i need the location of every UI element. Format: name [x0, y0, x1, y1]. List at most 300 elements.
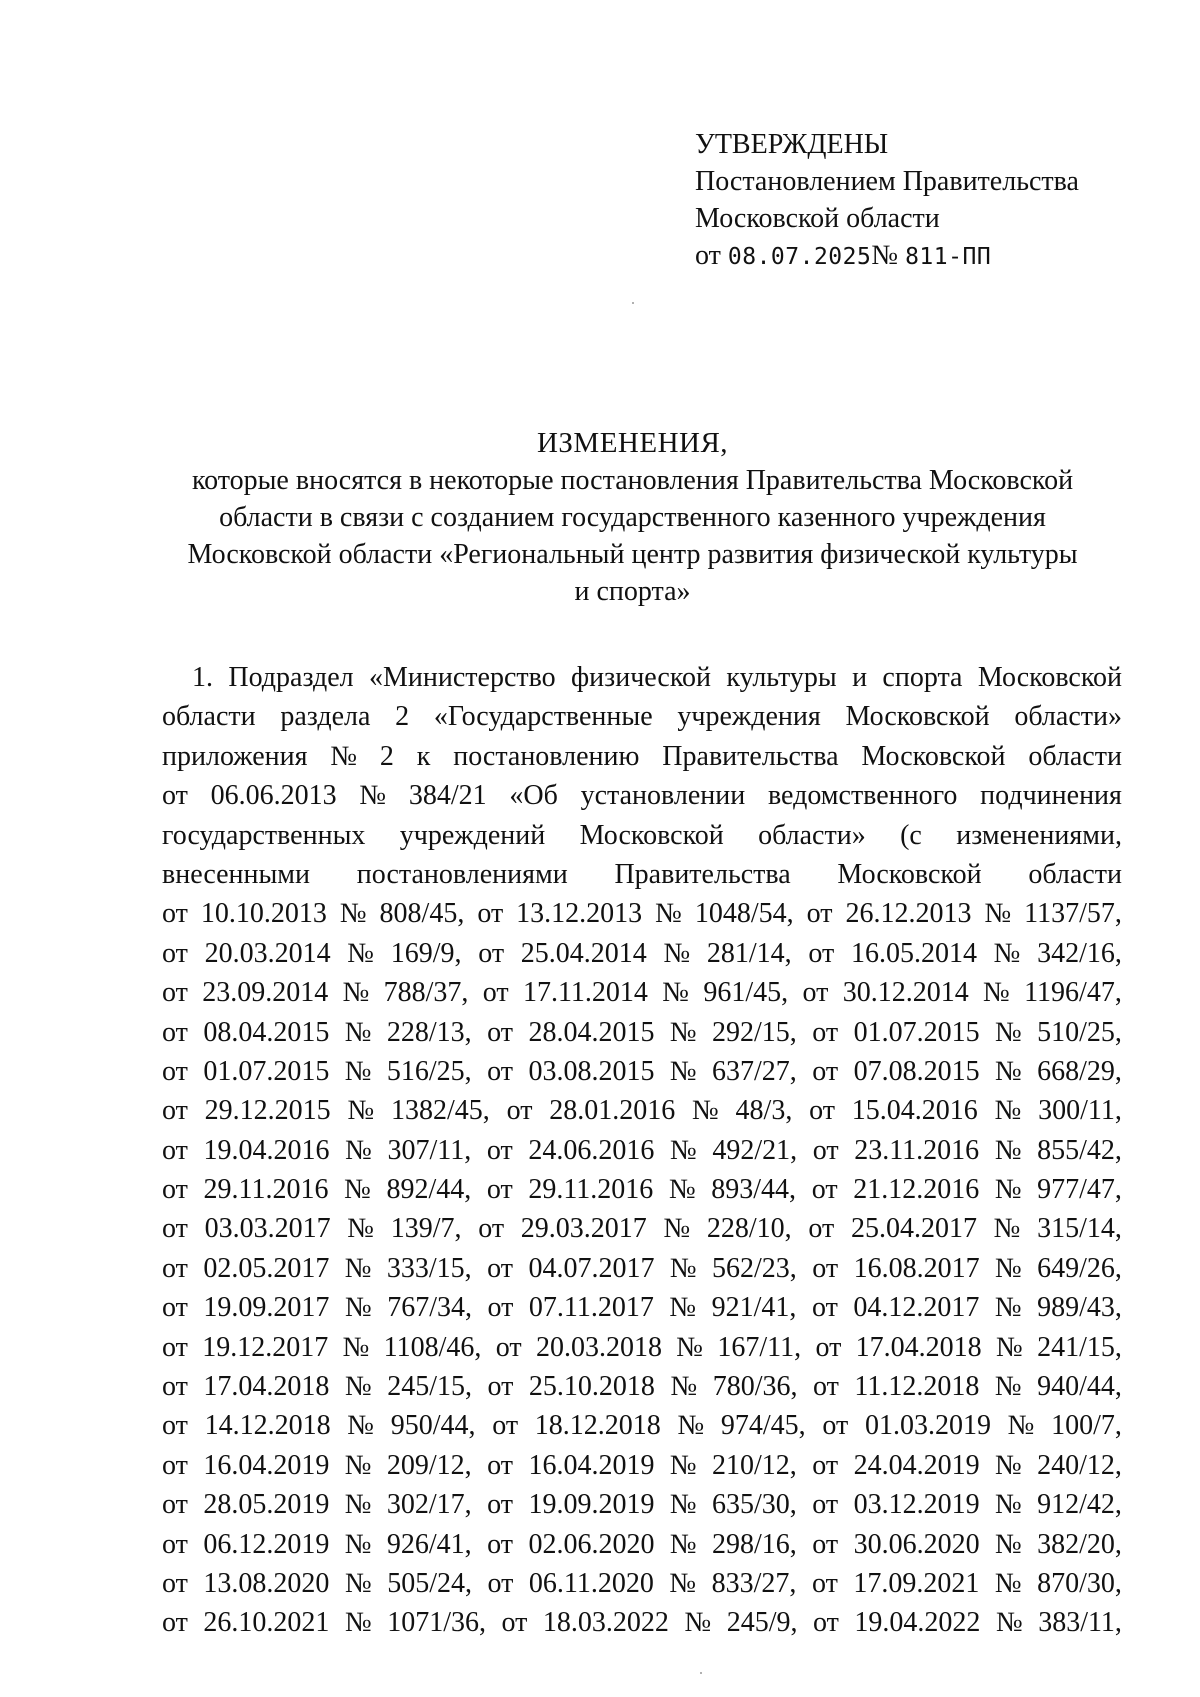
- approval-heading: УТВЕРЖДЕНЫ: [695, 129, 889, 160]
- word: 28.01.2016: [549, 1095, 676, 1127]
- word: внесенными: [162, 858, 311, 890]
- word: 19.09.2019: [528, 1489, 655, 1521]
- text-line: [162, 1131, 1122, 1170]
- text-line: [162, 776, 1122, 815]
- word: 03.03.2017: [204, 1213, 331, 1245]
- word: 04.07.2017: [528, 1252, 655, 1284]
- word: Московской: [845, 701, 990, 733]
- word: от: [495, 1331, 522, 1363]
- word: Московской: [837, 858, 982, 890]
- word: от: [812, 1449, 839, 1481]
- word: №: [359, 780, 387, 812]
- text-line: [162, 894, 1122, 933]
- word: от: [162, 1607, 188, 1639]
- word: культуры: [726, 662, 837, 693]
- word: 19.04.2016: [203, 1134, 330, 1166]
- word: области: [1028, 740, 1122, 772]
- text-line: [162, 1564, 1122, 1603]
- text-line: [162, 658, 1122, 697]
- text-line: [162, 1328, 1122, 1367]
- word: №: [668, 1174, 696, 1206]
- word: от: [162, 1449, 188, 1481]
- word: физической: [571, 662, 711, 693]
- word: от: [162, 898, 188, 930]
- word: 11.12.2018: [854, 1371, 980, 1403]
- word: 16.05.2014: [850, 937, 977, 969]
- word: №: [995, 1489, 1022, 1521]
- word: Правительства: [662, 740, 839, 772]
- word: 333/15,: [386, 1252, 472, 1284]
- word: 25.04.2014: [520, 937, 647, 969]
- word: 245/9,: [726, 1607, 798, 1639]
- word: 649/26,: [1037, 1252, 1122, 1284]
- word: 833/27,: [711, 1567, 797, 1599]
- word: от: [487, 1292, 514, 1324]
- word: 10.10.2013: [200, 898, 327, 930]
- word: №: [663, 937, 691, 969]
- word: 1196/47,: [1024, 977, 1122, 1009]
- word: 24.06.2016: [528, 1134, 655, 1166]
- word: от: [162, 1174, 188, 1206]
- word: от: [492, 1410, 519, 1442]
- word: изменениями,: [956, 819, 1122, 851]
- word: 383/11,: [1038, 1607, 1122, 1639]
- word: 21.12.2016: [853, 1174, 980, 1206]
- word: 921/41,: [711, 1292, 797, 1324]
- word: от: [812, 1055, 839, 1087]
- word: №: [670, 1371, 698, 1403]
- word: 808/45,: [379, 898, 465, 930]
- word: «Министерство: [369, 662, 556, 693]
- word: 14.12.2018: [204, 1410, 331, 1442]
- word: Правительства: [614, 858, 791, 890]
- word: от: [812, 1489, 839, 1521]
- title-line-4: и спорта»: [574, 576, 691, 607]
- word: №: [345, 1134, 372, 1166]
- word: №: [983, 977, 1010, 1009]
- word: 870/30,: [1037, 1567, 1122, 1599]
- word: от: [162, 1292, 188, 1324]
- word: от: [813, 1371, 839, 1403]
- word: 974/45,: [720, 1410, 806, 1442]
- word: от: [809, 1095, 835, 1127]
- word: 245/15,: [387, 1371, 472, 1403]
- word: от: [162, 1567, 188, 1599]
- word: 767/34,: [387, 1292, 472, 1324]
- word: области: [162, 701, 256, 733]
- word: от: [482, 977, 509, 1009]
- word: 961/45,: [703, 977, 789, 1009]
- word: №: [344, 1567, 372, 1599]
- text-line: [162, 1406, 1122, 1445]
- word: №: [344, 1489, 372, 1521]
- word: №: [669, 1489, 697, 1521]
- word: 29.12.2015: [204, 1095, 331, 1127]
- word: 167/11,: [717, 1331, 802, 1363]
- word: от: [162, 977, 188, 1009]
- text-line: [162, 737, 1122, 776]
- text-line: [162, 1485, 1122, 1524]
- word: 307/11,: [387, 1134, 472, 1166]
- word: 18.03.2022: [542, 1607, 669, 1639]
- word: №: [669, 1567, 697, 1599]
- text-line: [162, 1367, 1122, 1406]
- word: №: [995, 1016, 1022, 1048]
- word: №: [994, 1095, 1022, 1127]
- word: 977/47,: [1037, 1174, 1122, 1206]
- word: установлении: [580, 780, 746, 812]
- word: №: [995, 1055, 1022, 1087]
- text-line: [162, 697, 1122, 736]
- word: 48/3,: [735, 1095, 793, 1127]
- word: 16.08.2017: [853, 1252, 980, 1284]
- word: «Государственные: [433, 701, 653, 733]
- word: 20.03.2018: [535, 1331, 662, 1363]
- word: 228/13,: [386, 1016, 472, 1048]
- word: постановлению: [453, 740, 640, 772]
- approval-number: 811-ПП: [905, 244, 992, 270]
- word: 562/23,: [712, 1252, 797, 1284]
- word: приложения: [162, 740, 308, 772]
- word: №: [994, 1174, 1022, 1206]
- word: 281/14,: [706, 937, 792, 969]
- word: №: [344, 1528, 372, 1560]
- word: №: [996, 1331, 1023, 1363]
- word: 240/12,: [1037, 1449, 1122, 1481]
- word: №: [692, 1095, 719, 1127]
- word: ведомственного: [767, 780, 958, 812]
- word: 06.11.2020: [528, 1567, 654, 1599]
- word: №: [995, 1252, 1022, 1284]
- word: 315/14,: [1037, 1213, 1122, 1245]
- word: Московской: [579, 819, 724, 851]
- title-line-1: которые вносятся в некоторые постановления Правительства Московской: [191, 465, 1074, 496]
- text-line: [162, 1288, 1122, 1327]
- word: 29.11.2016: [203, 1174, 329, 1206]
- word: 298/16,: [712, 1528, 797, 1560]
- word: 23.11.2016: [854, 1134, 980, 1166]
- word: 169/9,: [390, 937, 462, 969]
- word: 505/24,: [387, 1567, 472, 1599]
- word: 15.04.2016: [851, 1095, 978, 1127]
- word: 855/42,: [1037, 1134, 1122, 1166]
- document-title: ИЗМЕНЕНИЯ,: [536, 427, 729, 459]
- word: 950/44,: [390, 1410, 476, 1442]
- word: от: [487, 1016, 513, 1048]
- text-line: [162, 855, 1122, 894]
- word: 13.12.2013: [516, 898, 643, 930]
- word: №: [662, 977, 689, 1009]
- word: 2: [379, 740, 394, 772]
- word: №: [344, 1449, 372, 1481]
- word: Московской: [861, 740, 1006, 772]
- word: 788/37,: [383, 977, 469, 1009]
- word: постановлениями: [356, 858, 568, 890]
- word: 292/15,: [712, 1016, 797, 1048]
- word: №: [994, 1292, 1022, 1324]
- word: 1108/46,: [383, 1331, 482, 1363]
- word: 25.10.2018: [528, 1371, 655, 1403]
- word: №: [993, 1213, 1021, 1245]
- word: 637/27,: [712, 1055, 797, 1087]
- word: от: [813, 1607, 839, 1639]
- text-line: [162, 1209, 1122, 1248]
- word: от: [162, 1371, 188, 1403]
- word: области»: [1014, 701, 1122, 733]
- approval-date-prefix: от: [695, 240, 721, 271]
- word: №: [342, 1331, 370, 1363]
- word: области»: [758, 819, 866, 851]
- word: Московской: [977, 662, 1122, 693]
- word: №: [339, 898, 367, 930]
- word: спорта: [882, 662, 963, 693]
- word: 29.03.2017: [520, 1213, 647, 1245]
- text-line: [162, 1170, 1122, 1209]
- word: 912/42,: [1037, 1489, 1122, 1521]
- word: от: [162, 1213, 188, 1245]
- word: от: [162, 937, 188, 969]
- word: к: [416, 740, 431, 772]
- word: №: [995, 1449, 1022, 1481]
- word: №: [344, 1292, 372, 1324]
- word: от: [822, 1410, 849, 1442]
- word: №: [344, 1371, 372, 1403]
- word: 510/25,: [1037, 1016, 1122, 1048]
- word: от: [806, 898, 833, 930]
- word: 1137/57,: [1024, 898, 1122, 930]
- word: №: [984, 898, 1012, 930]
- word: Подраздел: [228, 662, 354, 693]
- approval-date: 08.07.2025: [727, 244, 872, 270]
- word: 241/15,: [1037, 1331, 1122, 1363]
- word: №: [347, 1410, 374, 1442]
- word: 28.05.2019: [203, 1489, 330, 1521]
- word: 03.12.2019: [853, 1489, 980, 1521]
- word: 07.11.2017: [528, 1292, 654, 1324]
- word: 13.08.2020: [203, 1567, 330, 1599]
- text-line: [162, 1013, 1122, 1052]
- title-line-2: области в связи с созданием государственного казенного учреждения: [219, 502, 1046, 533]
- word: 19.09.2017: [203, 1292, 330, 1324]
- word: 635/30,: [712, 1489, 797, 1521]
- text-line: [162, 973, 1122, 1012]
- word: от: [486, 1174, 513, 1206]
- word: №: [676, 1331, 703, 1363]
- word: 25.04.2017: [850, 1213, 977, 1245]
- word: от: [815, 1331, 842, 1363]
- word: 228/10,: [706, 1213, 792, 1245]
- word: №: [669, 1134, 697, 1166]
- word: 893/44,: [711, 1174, 797, 1206]
- text-line: [162, 1525, 1122, 1564]
- word: №: [330, 740, 358, 772]
- word: от: [162, 1528, 188, 1560]
- word: 139/7,: [390, 1213, 462, 1245]
- word: №: [677, 1410, 705, 1442]
- word: 17.04.2018: [855, 1331, 982, 1363]
- word: 28.04.2015: [528, 1016, 655, 1048]
- word: от: [487, 1449, 513, 1481]
- word: №: [669, 1016, 697, 1048]
- word: области: [1028, 858, 1122, 890]
- word: от: [162, 1489, 188, 1521]
- word: подчинения: [980, 780, 1122, 812]
- text-line: [162, 1249, 1122, 1288]
- word: 30.06.2020: [853, 1528, 980, 1560]
- word: 1.: [192, 662, 213, 693]
- word: 989/43,: [1037, 1292, 1122, 1324]
- word: от: [478, 1213, 505, 1245]
- word: и: [852, 662, 868, 693]
- word: №: [994, 1134, 1022, 1166]
- word: от: [812, 1134, 839, 1166]
- word: 17.09.2021: [853, 1567, 980, 1599]
- word: от: [487, 1528, 513, 1560]
- word: государственных: [162, 819, 366, 851]
- text-line: [162, 1091, 1122, 1130]
- word: от: [477, 898, 504, 930]
- word: от: [487, 1567, 514, 1599]
- word: №: [344, 1252, 372, 1284]
- scan-speck: [700, 1672, 702, 1674]
- word: 29.11.2016: [528, 1174, 654, 1206]
- word: 19.12.2017: [202, 1331, 329, 1363]
- word: №: [344, 1016, 372, 1048]
- word: 210/12,: [712, 1449, 797, 1481]
- word: от: [811, 1567, 838, 1599]
- word: 01.03.2019: [864, 1410, 991, 1442]
- word: от: [487, 1055, 513, 1087]
- approval-number-sign: №: [871, 240, 899, 271]
- word: от: [808, 1213, 835, 1245]
- word: от: [811, 1174, 838, 1206]
- word: №: [995, 1528, 1022, 1560]
- word: №: [995, 1607, 1023, 1639]
- word: №: [669, 1292, 697, 1324]
- approval-authority: Постановлением Правительства: [695, 166, 1079, 197]
- word: 26.12.2013: [845, 898, 972, 930]
- word: от: [487, 1252, 513, 1284]
- word: от: [487, 1371, 514, 1403]
- body-paragraph: [162, 658, 1122, 1643]
- word: 382/20,: [1037, 1528, 1122, 1560]
- word: от: [812, 1016, 839, 1048]
- word: 17.11.2014: [522, 977, 648, 1009]
- word: от: [162, 1331, 188, 1363]
- word: 2: [395, 701, 410, 733]
- word: 16.04.2019: [528, 1449, 655, 1481]
- word: от: [802, 977, 829, 1009]
- approval-region: Московской области: [695, 203, 940, 234]
- word: №: [669, 1528, 697, 1560]
- word: №: [669, 1449, 697, 1481]
- text-line: [162, 1446, 1122, 1485]
- word: №: [347, 937, 374, 969]
- word: 516/25,: [386, 1055, 472, 1087]
- word: 17.04.2018: [203, 1371, 330, 1403]
- word: №: [663, 1213, 691, 1245]
- word: №: [994, 1371, 1022, 1403]
- text-line: [162, 1052, 1122, 1091]
- text-line: [162, 816, 1122, 855]
- text-line: [162, 1603, 1122, 1642]
- word: 100/7,: [1051, 1410, 1122, 1442]
- word: от: [162, 1055, 188, 1087]
- word: 30.12.2014: [842, 977, 969, 1009]
- word: 1048/54,: [694, 898, 794, 930]
- word: №: [1007, 1410, 1035, 1442]
- word: от: [162, 1016, 188, 1048]
- word: от: [506, 1095, 533, 1127]
- word: 19.04.2022: [854, 1607, 981, 1639]
- word: 20.03.2014: [204, 937, 331, 969]
- word: от: [162, 1410, 188, 1442]
- word: 03.08.2015: [528, 1055, 655, 1087]
- text-line: [162, 934, 1122, 973]
- document-title-block: [150, 425, 1115, 610]
- word: 04.12.2017: [853, 1292, 980, 1324]
- word: 18.12.2018: [534, 1410, 661, 1442]
- word: 1071/36,: [387, 1607, 486, 1639]
- word: 342/16,: [1037, 937, 1122, 969]
- word: №: [993, 937, 1021, 969]
- word: от: [812, 1528, 839, 1560]
- word: 780/36,: [712, 1371, 798, 1403]
- word: 940/44,: [1037, 1371, 1122, 1403]
- word: 16.04.2019: [203, 1449, 330, 1481]
- word: №: [994, 1567, 1022, 1599]
- word: 300/11,: [1038, 1095, 1122, 1127]
- word: 08.04.2015: [203, 1016, 330, 1048]
- word: 209/12,: [386, 1449, 472, 1481]
- word: 492/21,: [712, 1134, 798, 1166]
- word: 07.08.2015: [853, 1055, 980, 1087]
- word: 26.10.2021: [203, 1607, 330, 1639]
- word: 668/29,: [1037, 1055, 1122, 1087]
- word: от: [501, 1607, 528, 1639]
- word: раздела: [280, 701, 371, 733]
- word: от: [487, 1489, 513, 1521]
- title-line-3: Московской области «Региональный центр развития физической культуры: [187, 539, 1078, 570]
- word: от: [162, 1252, 188, 1284]
- approval-block: [695, 126, 1155, 276]
- word: учреждений: [399, 819, 546, 851]
- word: 02.06.2020: [528, 1528, 655, 1560]
- word: учреждения: [677, 701, 821, 733]
- word: 1382/45,: [390, 1095, 490, 1127]
- word: №: [347, 1213, 374, 1245]
- word: (с: [900, 819, 922, 851]
- word: №: [342, 977, 370, 1009]
- approval-date-line: [695, 237, 1155, 276]
- word: 06.12.2019: [203, 1528, 330, 1560]
- word: 302/17,: [386, 1489, 472, 1521]
- word: №: [655, 898, 682, 930]
- word: от: [486, 1134, 513, 1166]
- word: «Об: [509, 780, 558, 812]
- word: №: [347, 1095, 375, 1127]
- word: №: [344, 1055, 372, 1087]
- word: 892/44,: [386, 1174, 472, 1206]
- word: 01.07.2015: [853, 1016, 980, 1048]
- word: 384/21: [408, 780, 487, 812]
- word: 01.07.2015: [203, 1055, 330, 1087]
- word: от: [162, 1095, 188, 1127]
- word: от: [162, 780, 188, 812]
- word: 24.04.2019: [853, 1449, 980, 1481]
- word: 02.05.2017: [203, 1252, 330, 1284]
- word: от: [478, 937, 505, 969]
